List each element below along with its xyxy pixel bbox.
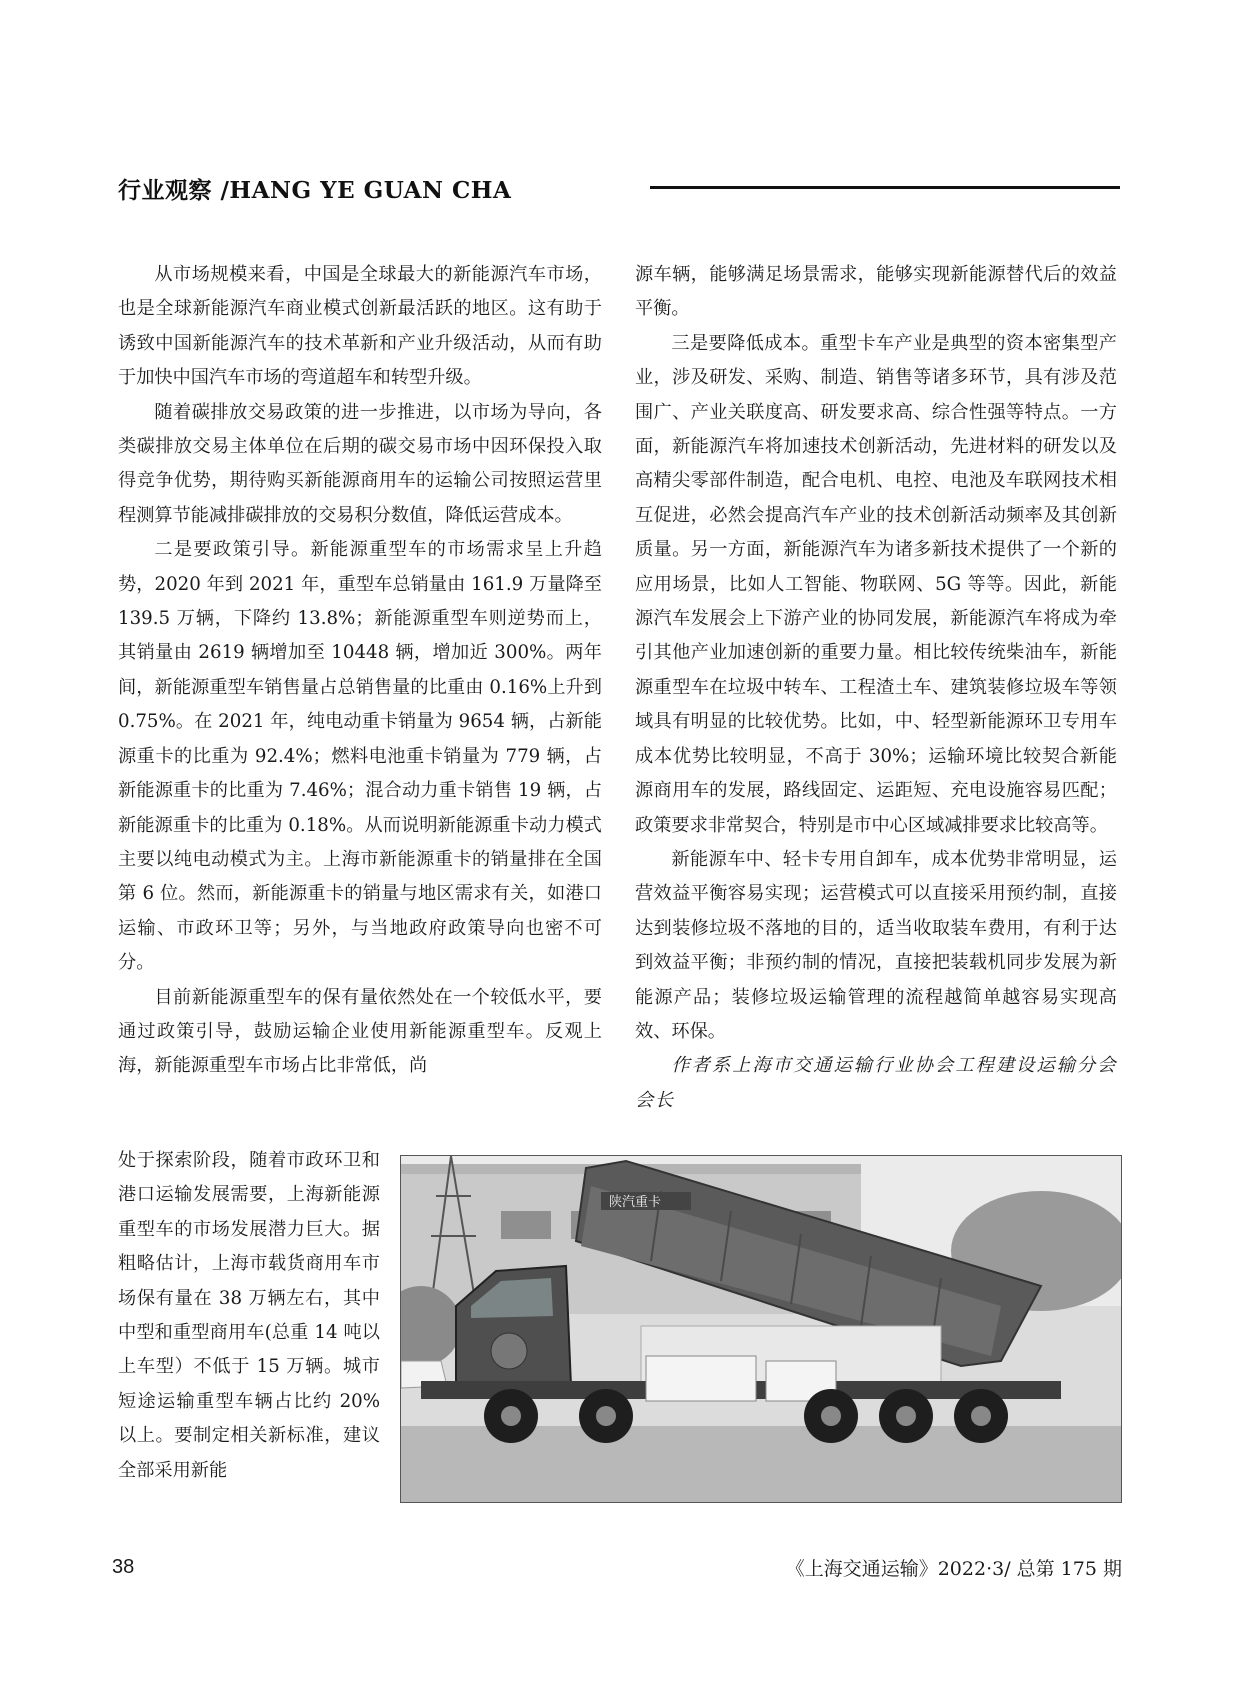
page-number: 38: [112, 1556, 135, 1578]
paragraph: 二是要政策引导。新能源重型车的市场需求呈上升趋势，2020 年到 2021 年，重型车总销量由 161.9 万量降至 139.5 万辆，下降约 13.8%；新能源重型车则逆势而上，其销量由 2619 辆增加至 10448 辆，增加近 300%。两年间，新能源重型车销售量占总销售量的比重由 0.16%上升到 0.75%。在 2021 年，纯电动重卡销量为 9654 辆，占新能源重卡的比重为 92.4%；燃料电池重卡销量为 779 辆，占新能源重卡的比重为 7.46%；混合动力重卡销售 19 辆，占新能源重卡的比重为 0.18%。从而说明新能源重卡动力模式主要以纯电动模式为主。上海市新能源重卡的销量排在全国第 6 位。然而，新能源重卡的销量与地区需求有关，如港口运输、市政环卫等；另外，与当地政府政策导向也密不可分。: [118, 539, 602, 974]
image-wrap-text: [118, 1144, 380, 1488]
paragraph: 从市场规模来看，中国是全球最大的新能源汽车市场，也是全球新能源汽车商业模式创新最活跃的地区。这有助于诱致中国新能源汽车的技术革新和产业升级活动，从而有助于加快中国汽车市场的弯道超车和转型升级。: [118, 264, 602, 389]
paragraph: 新能源车中、轻卡专用自卸车，成本优势非常明显，运营效益平衡容易实现；运营模式可以直接采用预约制，直接达到装修垃圾不落地的目的，适当收取装车费用，有利于达到效益平衡；非预约制的情况，直接把装载机同步发展为新能源产品；装修垃圾运输管理的流程越简单越容易实现高效、环保。: [635, 848, 1117, 1042]
section-title: 行业观察 /HANG YE GUAN CHA: [118, 177, 512, 204]
header-rule: [650, 186, 1120, 189]
paragraph-continuation: 处于探索阶段，随着市政环卫和港口运输发展需要，上海新能源重型车的市场发展潜力巨大。据粗略估计，上海市载货商用车市场保有量在 38 万辆左右，其中中型和重型商用车(总重 14 吨以上车型）不低于 15 万辆。城市短途运输重型车辆占比约 20%以上。要制定相关新标准，建议全部采用新能: [118, 1150, 380, 1481]
truck-illustration: [401, 1156, 1121, 1502]
left-column: [118, 258, 602, 1084]
section-header: [118, 170, 1120, 210]
paragraph: 目前新能源重型车的保有量依然处在一个较低水平，要通过政策引导，鼓励运输企业使用新能源重型车。反观上海，新能源重型车市场占比非常低，尚: [118, 986, 602, 1077]
author-note: 作者系上海市交通运输行业协会工程建设运输分会会长: [635, 1055, 1117, 1111]
paragraph-continuation: 源车辆，能够满足场景需求，能够实现新能源替代后的效益平衡。: [635, 264, 1117, 320]
right-column: [635, 258, 1117, 1118]
paragraph: 三是要降低成本。重型卡车产业是典型的资本密集型产业，涉及研发、采购、制造、销售等诸多环节，具有涉及范围广、产业关联度高、研发要求高、综合性强等特点。一方面，新能源汽车将加速技术创新活动，先进材料的研发以及高精尖零部件制造，配合电机、电控、电池及车联网技术相互促进，必然会提高汽车产业的技术创新活动频率及其创新质量。另一方面，新能源汽车为诸多新技术提供了一个新的应用场景，比如人工智能、物联网、5G 等等。因此，新能源汽车发展会上下游产业的协同发展，新能源汽车将成为牵引其他产业加速创新的重要力量。相比较传统柴油车，新能源重型车在垃圾中转车、工程渣土车、建筑装修垃圾车等领域具有明显的比较优势。比如，中、轻型新能源环卫专用车成本优势比较明显，不高于 30%；运输环境比较契合新能源商用车的发展，路线固定、运距短、充电设施容易匹配；政策要求非常契合，特别是市中心区域减排要求比较高等。: [635, 332, 1117, 836]
journal-citation: 《上海交通运输》2022·3/ 总第 175 期: [785, 1558, 1122, 1580]
dump-truck-photo: [400, 1155, 1122, 1503]
paragraph: 随着碳排放交易政策的进一步推进，以市场为导向，各类碳排放交易主体单位在后期的碳交易市场中因环保投入取得竞争优势，期待购买新能源商用车的运输公司按照运营里程测算节能减排碳排放的交易积分数值，降低运营成本。: [118, 401, 602, 526]
cab-brand-text: 陕汽重卡: [609, 1195, 662, 1210]
